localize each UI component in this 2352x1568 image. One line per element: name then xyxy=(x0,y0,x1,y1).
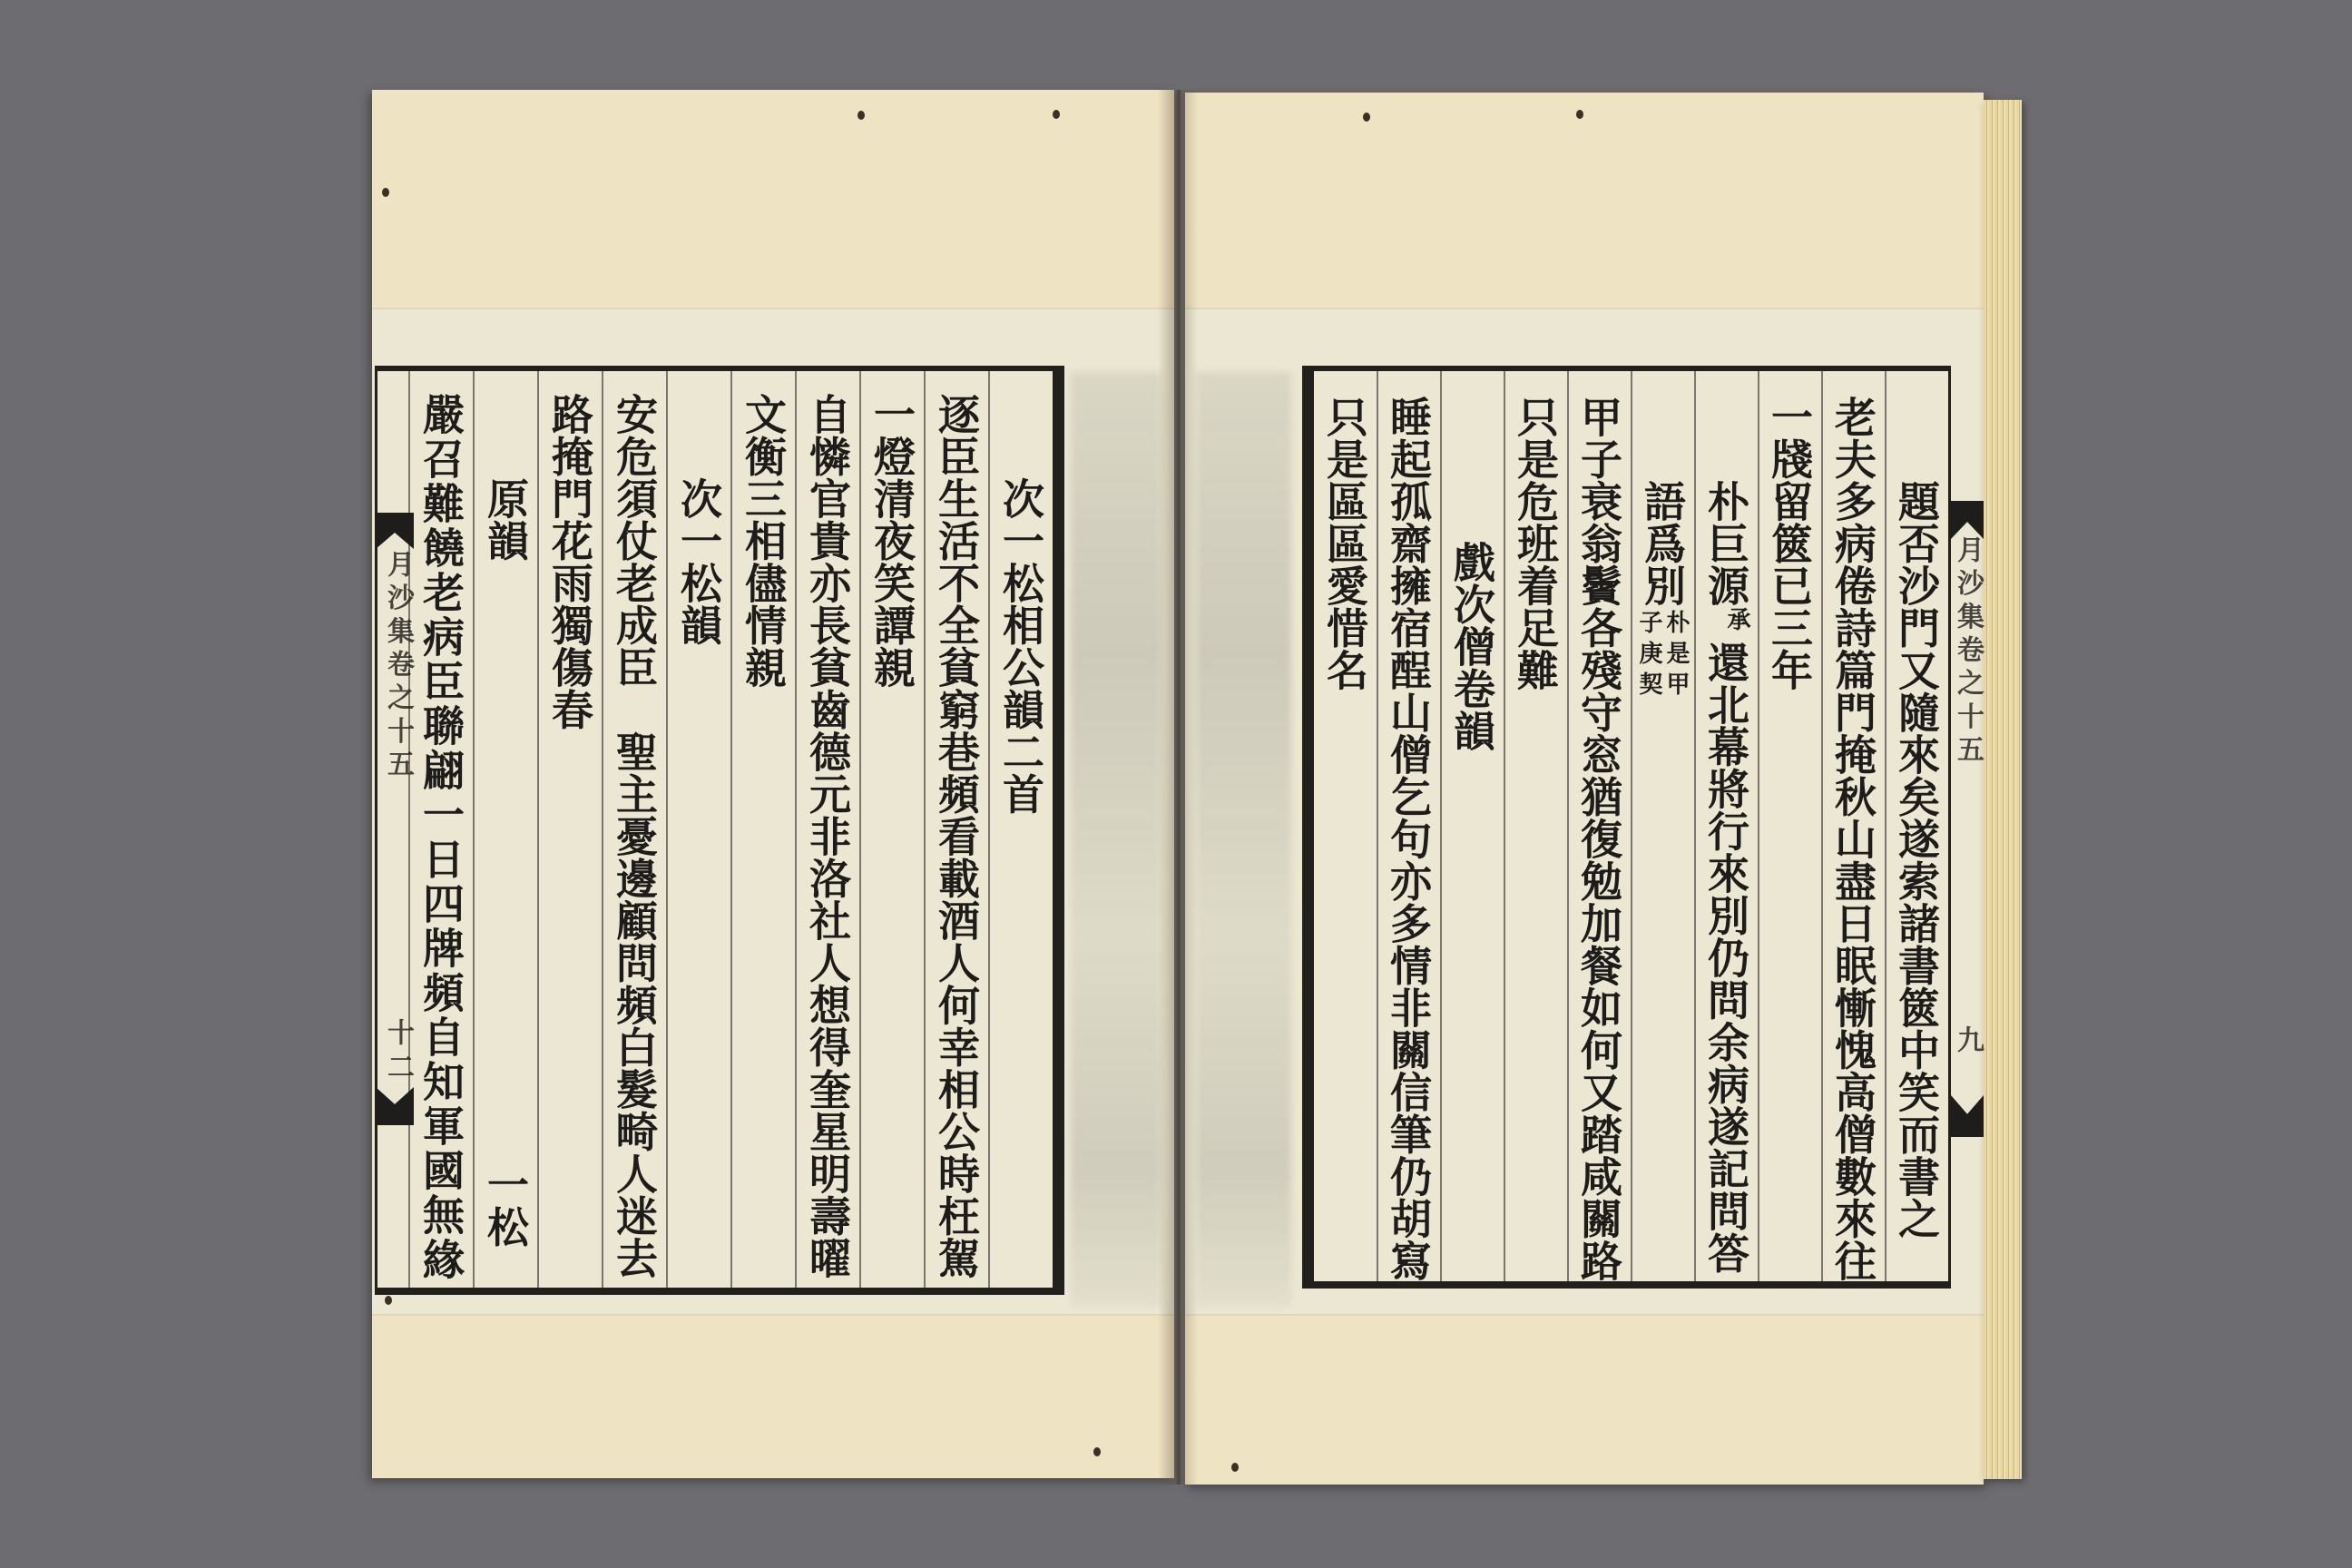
left-column-9-title: 原韻 xyxy=(481,477,530,562)
left-column-6-title: 次一松韻 xyxy=(674,477,723,646)
binding-hole xyxy=(1093,1447,1101,1456)
right-column-4-title xyxy=(1699,480,1753,1274)
left-column-9-attribution: 一松 xyxy=(481,1163,530,1248)
binding-hole xyxy=(385,1296,392,1305)
right-ink-smudge xyxy=(1196,372,1291,1307)
left-margin-title: 月沙集卷之十五 xyxy=(382,550,414,783)
column-rule xyxy=(1504,371,1505,1281)
column-rule xyxy=(1377,371,1378,1281)
column-rule xyxy=(408,371,410,1288)
title-continuation: 還北幕將行來別仍問余病遂記問答 xyxy=(1701,641,1750,1274)
right-column-10: 只是區區愛惜名 xyxy=(1320,396,1369,691)
binding-hole xyxy=(858,111,865,120)
column-rule xyxy=(1440,371,1442,1281)
book-gutter xyxy=(1158,90,1198,1485)
right-column-6: 甲子衰翁鬢各殘守窓猶復勉加餐如何又踏咸關路 xyxy=(1574,396,1623,1282)
column-rule xyxy=(924,371,926,1288)
binding-hole xyxy=(1576,110,1583,119)
left-page-number: 十二 xyxy=(382,1018,414,1087)
column-rule xyxy=(666,371,668,1288)
column-rule xyxy=(730,371,732,1288)
left-column-10: 嚴召難饒老病臣聯翩一日四牌頻自知軍國無緣 xyxy=(416,393,466,1282)
column-rule xyxy=(1821,371,1823,1281)
left-column-4: 自憐官貴亦長貧齒德元非洛社人想得奎星明壽曜 xyxy=(803,393,852,1279)
right-column-1-title: 題否沙門又隨來矣遂索諸書篋中笑而書之 xyxy=(1892,480,1941,1240)
note-left-line: 子庚契 xyxy=(1635,610,1662,702)
binding-hole xyxy=(1231,1463,1239,1472)
column-rule xyxy=(1631,371,1632,1281)
right-column-3: 一牋留篋已三年 xyxy=(1765,396,1814,691)
binding-hole xyxy=(1363,113,1370,122)
column-rule xyxy=(1885,371,1886,1281)
left-ink-smudge xyxy=(1071,372,1161,1307)
column-rule xyxy=(473,371,475,1288)
binding-hole xyxy=(1053,110,1060,119)
left-column-2: 逐臣生活不全貧窮巷頻看載酒人何幸相公時枉駕 xyxy=(932,393,981,1279)
column-rule xyxy=(602,371,603,1288)
page-stack-edge xyxy=(1984,100,2022,1479)
column-rule xyxy=(537,371,539,1288)
column-rule xyxy=(859,371,861,1288)
interlinear-note xyxy=(1635,610,1690,702)
left-column-1-title: 次一松相公韻二首 xyxy=(996,477,1045,815)
column-rule xyxy=(795,371,797,1288)
right-page-number: 九 xyxy=(1952,1025,1984,1060)
right-margin-title: 月沙集卷之十五 xyxy=(1952,535,1984,769)
right-column-2: 老夫多病倦詩篇門掩秋山盡日眠慚愧高僧數來往 xyxy=(1828,396,1877,1282)
note-right-line: 朴是甲 xyxy=(1662,610,1690,702)
small-annotation: 承 xyxy=(1723,606,1750,642)
left-column-3: 一燈清夜笑譚親 xyxy=(867,393,916,689)
column-rule xyxy=(1694,371,1696,1281)
right-column-5-title: 語爲別 xyxy=(1638,480,1687,607)
left-column-5: 文衡三相儘情親 xyxy=(739,393,788,689)
right-column-9: 睡起孤齋擁宿酲山僧乞句亦多情非關信筆仍胡寫 xyxy=(1384,396,1433,1282)
right-column-7: 只是危班着足難 xyxy=(1511,396,1560,691)
left-column-8: 路掩門花雨獨傷春 xyxy=(545,393,594,730)
column-rule xyxy=(988,371,990,1288)
column-rule xyxy=(1567,371,1569,1281)
column-rule xyxy=(1758,371,1759,1281)
title-name: 朴巨源 xyxy=(1701,480,1750,607)
binding-hole xyxy=(382,188,389,197)
right-column-8-title: 戲次僧卷韻 xyxy=(1447,541,1496,752)
left-column-7: 安危須仗老成臣 聖主憂邊顧問頻白髮畸人迷去 xyxy=(610,393,659,1279)
